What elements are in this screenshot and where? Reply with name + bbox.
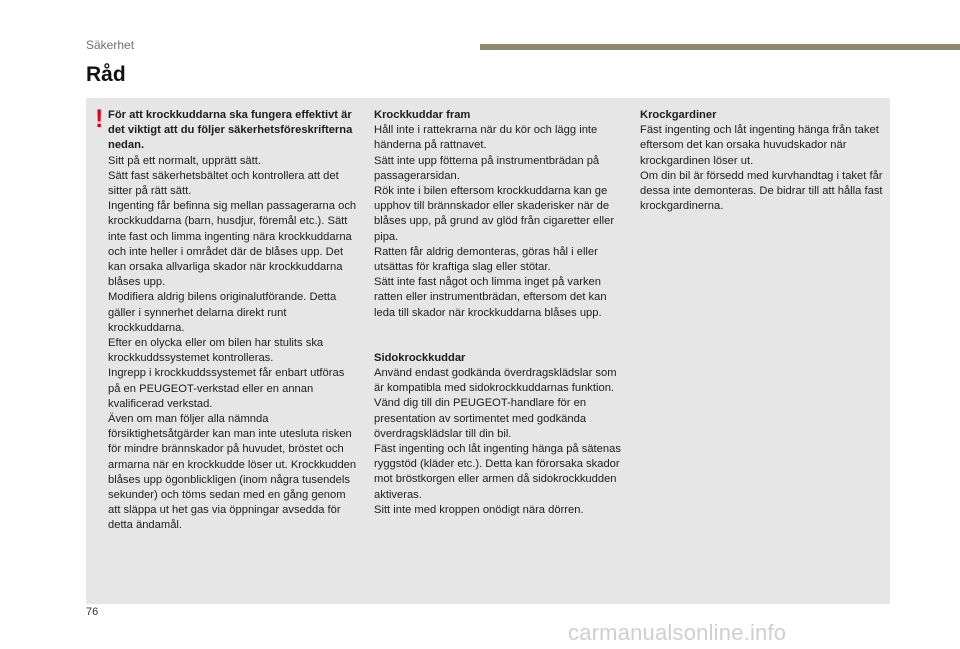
curtain-airbags-text: Fäst ingenting och låt ingenting hänga från taket eftersom det kan orsaka huvudskador när krockgardinen löser ut. Om din bil är försedd med kurvhandtag i taket får dessa inte demonteras. De bidrar till att hålla fast krockgardinerna. (640, 124, 883, 213)
curtain-airbags-heading: Krockgardiner (640, 109, 717, 121)
page-title: Råd (86, 63, 126, 86)
column-airbags (374, 108, 624, 518)
front-airbags-text: Håll inte i rattekrarna när du kör och lägg inte händerna på rattnavet. Sätt inte upp fötterna på instrumentbrädan på passagerarsidan. Rök inte i bilen eftersom krockkuddarna kan ge upphov till brännskador eller skaderisker när de blåses upp, på grund av glöd från cigaretter eller pipa. Ratten får aldrig demonteras, göras hål i eller utsättas för kraftiga slag eller stötar. Sätt inte fast något och limma inget på varken ratten eller instrumentbrädan, eftersom det kan leda till skador när krockkuddarna blåses upp. (374, 124, 615, 319)
general-advice-heading: För att krockkuddarna ska fungera effektivt är det viktigt att du följer säkerhetsföreskrifterna nedan. (108, 109, 353, 152)
front-airbags-heading: Krockkuddar fram (374, 109, 471, 121)
side-airbags-text: Använd endast godkända överdragsklädslar som är kompatibla med sidokrockkuddarnas funktion. Vänd dig till din PEUGEOT-handlare för en presentation av sortimentet med godkända överdragsklädslar till din bil. Fäst ingenting och låt ingenting hänga på sätenas ryggstöd (kläder etc.). Detta kan förorsaka skador mot bröstkorgen eller armen då sidokrockkudden aktiveras. Sitt inte med kroppen onödigt nära dörren. (374, 367, 621, 516)
side-airbags-block (374, 351, 624, 518)
side-airbags-heading: Sidokrockkuddar (374, 351, 466, 364)
column-general-advice (108, 108, 358, 534)
section-divider-bar (480, 44, 960, 50)
page-number: 76 (86, 606, 99, 618)
column-curtain-airbags (640, 108, 885, 214)
section-label: Säkerhet (86, 38, 135, 52)
watermark-text: carmanualsonline.info (568, 620, 787, 645)
exclamation-icon: ! (95, 105, 104, 133)
general-advice-text: Sitt på ett normalt, upprätt sätt. Sätt fast säkerhetsbältet och kontrollera att det sitter på rätt sätt. Ingenting får befinna sig mellan passagerarna och krockkuddarna (barn, husdjur, föremål etc.). Sätt inte fast och limma ingenting nära krockkuddarna och inte heller i området där de blåses upp. Det kan orsaka allvarliga skador när krockkuddarna blåses upp. Modifiera aldrig bilens originalutförande. Detta gäller i synnerhet delarna direkt runt krockkuddarna. Efter en olycka eller om bilen har stulits ska krockkuddssystemet kontrolleras. Ingrepp i krockkuddssystemet får enbart utföras på en PEUGEOT-verkstad eller en annan kvalificerad verkstad. Även om man följer alla nämnda försiktighetsåtgärder kan man inte utesluta risken för mindre brännskador på huvudet, bröstet och armarna när en krockkudde löser ut. Krockkudden blåses upp ögonblickligen (inom några tusendels sekunder) och töms sedan med en gång genom att släppa ut het gas via öppningar avsedda för detta ändamål. (108, 154, 357, 532)
